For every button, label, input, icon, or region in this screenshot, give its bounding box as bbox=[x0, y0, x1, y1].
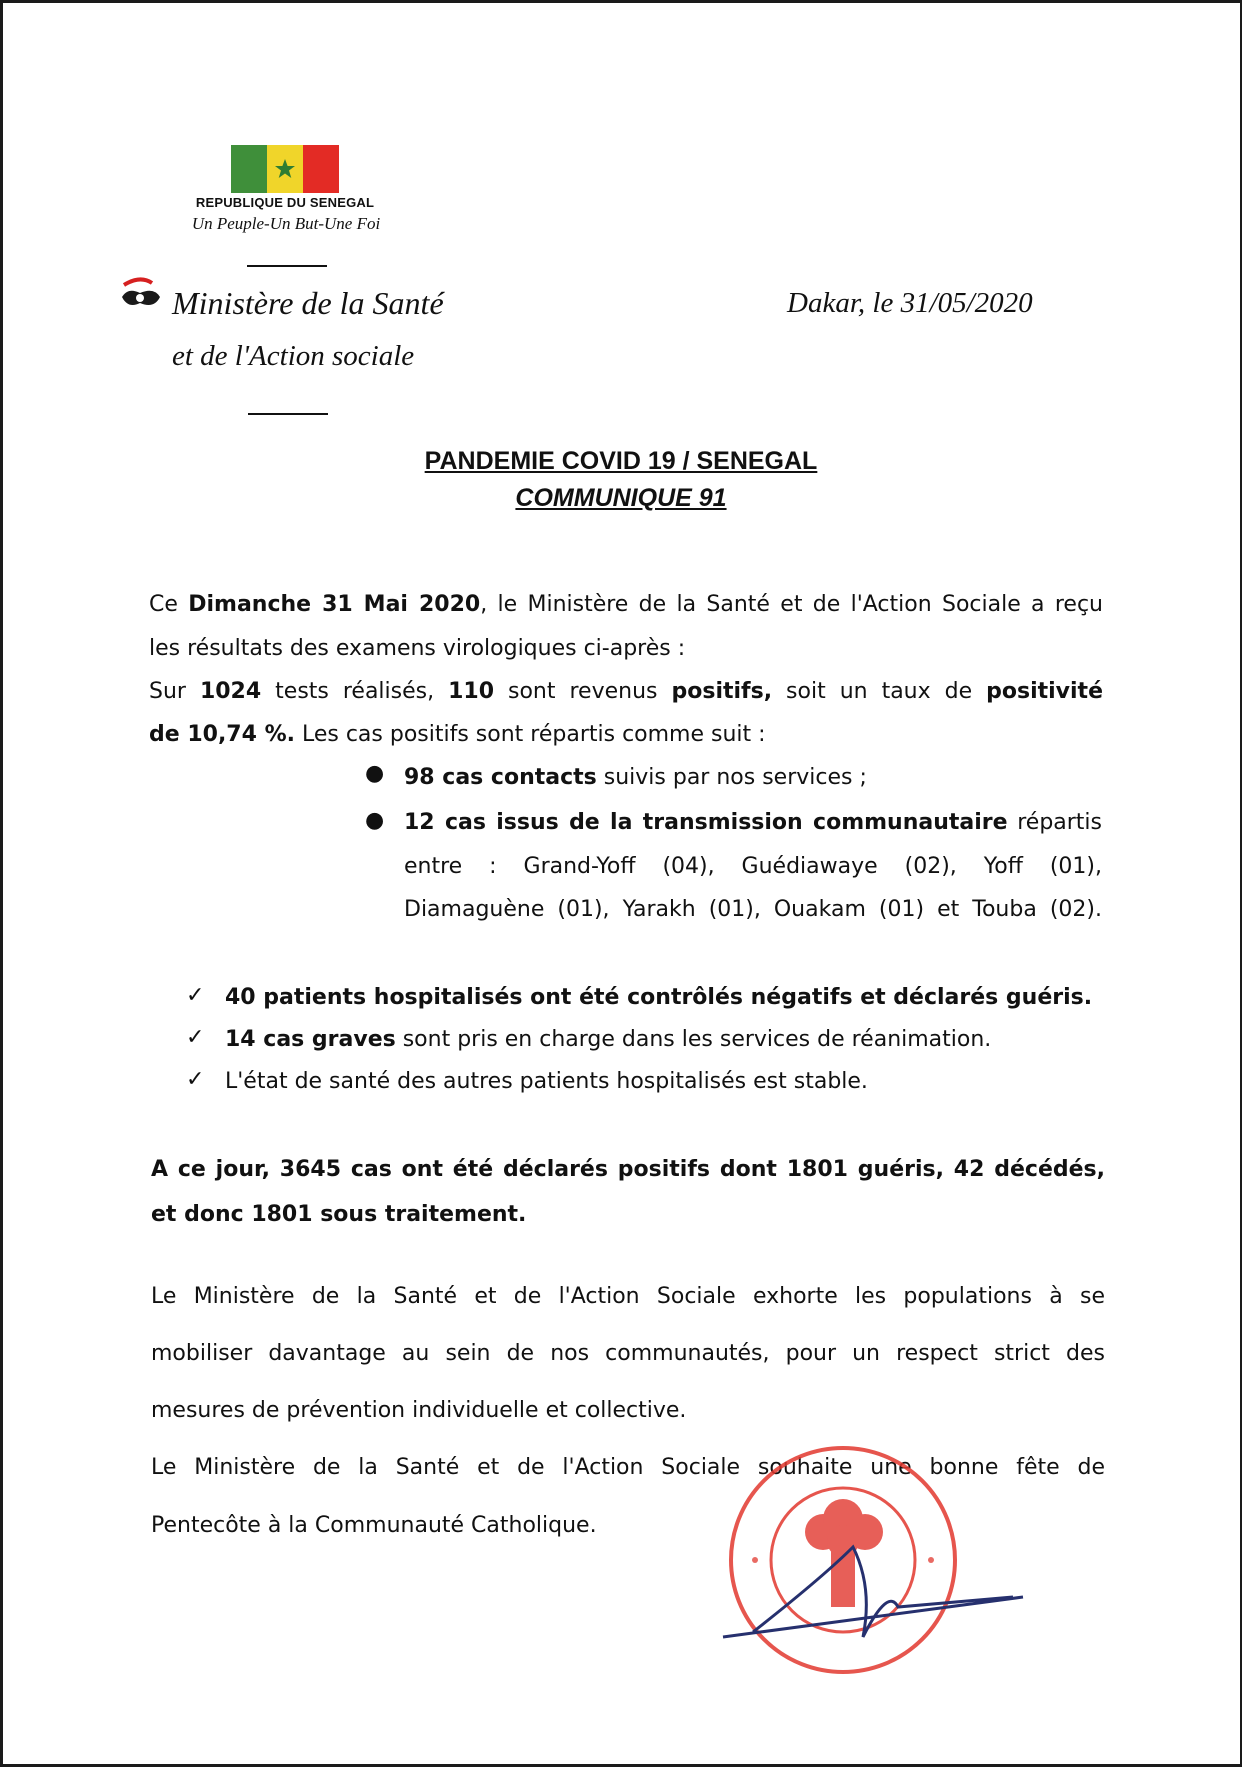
closing-line-3: mesures de prévention individuelle et collective. bbox=[151, 1398, 687, 1423]
intro-line-4: de 10,74 %. Les cas positifs sont répartis comme suit : bbox=[149, 722, 766, 747]
bullet-community-cases-line2: entre : Grand-Yoff (04), Guédiawaye (02), Yoff (01), bbox=[404, 854, 1102, 879]
bullet-marker: ● bbox=[365, 761, 385, 786]
closing-line-2: mobiliser davantage au sein de nos communautés, pour un respect strict des bbox=[151, 1341, 1105, 1366]
closing-line-5: Pentecôte à la Communauté Catholique. bbox=[151, 1513, 597, 1538]
official-stamp bbox=[713, 1437, 1033, 1682]
document-title: PANDEMIE COVID 19 / SENEGAL bbox=[424, 447, 818, 475]
bullet-community-cases-line3: Diamaguène (01), Yarakh (01), Ouakam (01) et Touba (02). bbox=[404, 897, 1102, 922]
ministry-logo-icon bbox=[118, 277, 168, 317]
checkmark-icon: ✓ bbox=[186, 1067, 205, 1092]
closing-line-4: Le Ministère de la Santé et de l'Action Sociale souhaite une bonne fête de bbox=[151, 1455, 1105, 1480]
bullet-contact-cases: 98 cas contacts suivis par nos services ; bbox=[404, 765, 867, 790]
dateline: Dakar, le 31/05/2020 bbox=[787, 287, 1033, 319]
country-name: REPUBLIQUE DU SENEGAL bbox=[195, 195, 375, 210]
check-stable: L'état de santé des autres patients hospitalisés est stable. bbox=[225, 1069, 868, 1094]
intro-line-2: les résultats des examens virologiques ci-après : bbox=[149, 636, 686, 661]
checkmark-icon: ✓ bbox=[186, 983, 205, 1008]
intro-line-3: Sur 1024 tests réalisés, 110 sont revenus positifs, soit un taux de positivité bbox=[149, 679, 1103, 704]
national-motto: Un Peuple-Un But-Une Foi bbox=[191, 214, 381, 233]
scan-border-left bbox=[0, 0, 3, 1767]
signature bbox=[723, 1547, 1023, 1637]
bullet-community-cases: 12 cas issus de la transmission communautaire répartis bbox=[404, 810, 1103, 835]
baobab-tree-icon bbox=[805, 1499, 883, 1607]
senegal-flag bbox=[231, 145, 339, 193]
checkmark-icon: ✓ bbox=[186, 1025, 205, 1050]
bullet-marker: ● bbox=[365, 808, 385, 833]
ministry-name-line1: Ministère de la Santé bbox=[172, 285, 444, 321]
communique-number: COMMUNIQUE 91 bbox=[515, 484, 727, 512]
check-recovered: 40 patients hospitalisés ont été contrôlés négatifs et déclarés guéris. bbox=[225, 985, 1093, 1010]
summary-line-2: et donc 1801 sous traitement. bbox=[151, 1202, 527, 1227]
ministry-name-line2: et de l'Action sociale bbox=[172, 340, 415, 372]
header-divider-1 bbox=[247, 265, 327, 267]
intro-line-1: Ce Dimanche 31 Mai 2020, le Ministère de la Santé et de l'Action Sociale a reçu bbox=[149, 592, 1103, 617]
check-severe: 14 cas graves sont pris en charge dans les services de réanimation. bbox=[225, 1027, 992, 1052]
star-icon bbox=[274, 158, 296, 180]
summary-line-1: A ce jour, 3645 cas ont été déclarés positifs dont 1801 guéris, 42 décédés, bbox=[151, 1157, 1105, 1182]
header-divider-2 bbox=[248, 413, 328, 415]
closing-line-1: Le Ministère de la Santé et de l'Action Sociale exhorte les populations à se bbox=[151, 1284, 1105, 1309]
scan-border-top bbox=[0, 0, 1242, 3]
